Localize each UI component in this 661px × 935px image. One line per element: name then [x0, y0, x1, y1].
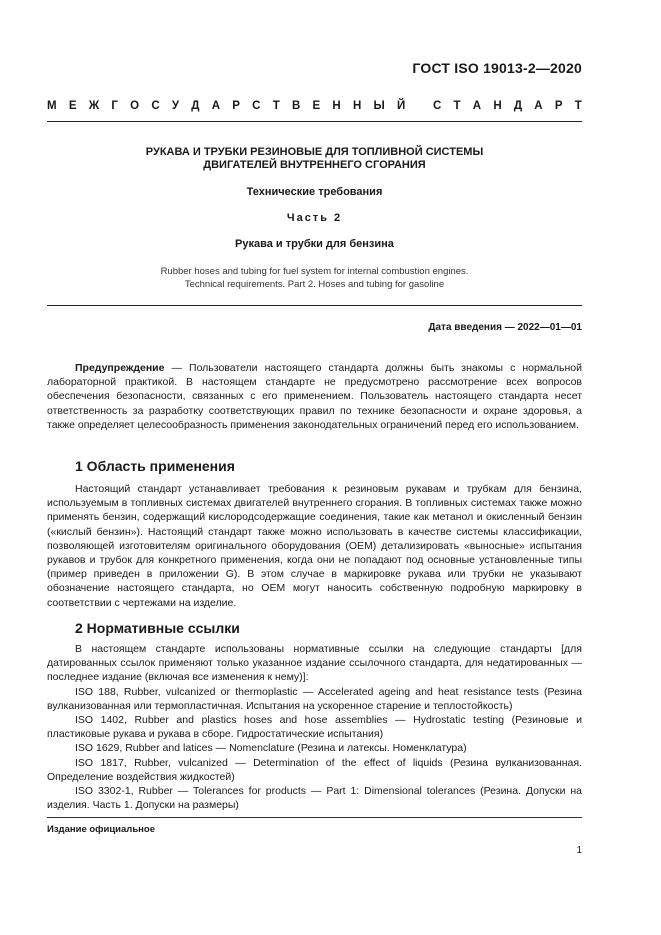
interstate-standard-heading	[47, 100, 582, 112]
interstate-letter: С	[432, 100, 442, 112]
part-number: Часть 2	[286, 212, 343, 224]
reference-item: ISO 3302-1, Rubber — Tolerances for products — Part 1: Dimensional tolerances (Резина. Допуски на изделия. Часть 1. Допуски на размеры)	[47, 785, 582, 812]
official-edition-label: Издание официальное	[47, 824, 155, 835]
interstate-letter: Т	[272, 100, 280, 112]
interstate-letter: Н	[332, 100, 341, 112]
interstate-letter: Т	[453, 100, 461, 112]
interstate-letter: А	[472, 100, 482, 112]
reference-item: ISO 188, Rubber, vulcanized or thermoplastic — Accelerated ageing and heat resistance tests (Резина вулканизованная или термопластичная. Испытания на ускоренное старение и теплостойкость)	[47, 685, 582, 712]
interstate-letter: Г	[111, 100, 118, 112]
interstate-letter: Д	[191, 100, 200, 112]
interstate-letter: Т	[574, 100, 582, 112]
section-2-heading: 2 Нормативные ссылки	[75, 620, 240, 636]
interstate-letter: Е	[68, 100, 77, 112]
reference-item: ISO 1402, Rubber and plastics hoses and hose assemblies — Hydrostatic testing (Резиновые и пластиковые рукава и рукава в сборе. Гидростатические испытания)	[47, 714, 582, 741]
interstate-letter: Н	[352, 100, 362, 112]
part-title: Рукава и трубки для бензина	[235, 238, 394, 250]
section-1-text: Настоящий стандарт устанавливает требования к резиновым рукавам и трубкам для бензина, используемым в топливных системах двигателей внутреннего сгорания. В топливных системах также можно применять бензин, содержащий кислородсодержащие соединения, такие как метанол и окисленный бензин («кислый бензин»). Настоящий стандарт также можно использовать в качестве системы классификации, позволяющей изготовителям оригинального оборудования (OEM) детализировать «выносные» испытания рукавов и трубок для конкретного применения, когда они не попадают под основные установленные типы (пример приведен в приложении G). В этом случае в маркировке рукава или трубки не указывают обозначение настоящего стандарта, но OEM могут наносить собственную подробную маркировку в соответствии с чертежами на изделие.	[47, 483, 582, 609]
interstate-letter: Ы	[373, 100, 385, 112]
interstate-letter: С	[252, 100, 261, 112]
title-line-2: ДВИГАТЕЛЕЙ ВНУТРЕННЕГО СГОРАНИЯ	[203, 159, 426, 171]
reference-item: ISO 1629, Rubber and latices — Nomenclature (Резина и латексы. Номенклатура)	[75, 742, 467, 755]
interstate-letter: Р	[232, 100, 240, 112]
interstate-letter: Й	[397, 100, 406, 112]
section-1-body	[47, 482, 582, 610]
warning-paragraph	[47, 361, 582, 432]
interstate-letter: О	[130, 100, 140, 112]
interstate-letter: Ж	[88, 100, 100, 112]
section-1-heading: 1 Область применения	[75, 458, 235, 474]
english-title	[47, 265, 582, 291]
interstate-letter: С	[151, 100, 160, 112]
interstate-letter: А	[534, 100, 543, 112]
document-subtitle: Технические требования	[246, 186, 383, 198]
footer-divider	[47, 817, 582, 818]
interstate-letter: М	[47, 100, 57, 112]
page-number: 1	[576, 845, 582, 856]
section-2-intro: В настоящем стандарте использованы нормативные ссылки на следующие стандарты [для датированных ссылок применяют только указанное издание ссылочного стандарта, для недатированных — последнее издание (включая все изменения к нему)]:	[47, 643, 582, 684]
english-title-line-2: Technical requirements. Part 2. Hoses and tubing for gasoline	[184, 279, 445, 290]
interstate-letter: Е	[312, 100, 321, 112]
interstate-letter: А	[211, 100, 221, 112]
interstate-letter: У	[171, 100, 180, 112]
title-line-1: РУКАВА И ТРУБКИ РЕЗИНОВЫЕ ДЛЯ ТОПЛИВНОЙ СИСТЕМЫ	[145, 146, 484, 158]
document-code: ГОСТ ISO 19013-2—2020	[412, 60, 582, 76]
introduction-date: Дата введения — 2022—01—01	[428, 322, 582, 333]
document-title	[47, 146, 582, 172]
interstate-letter	[418, 100, 421, 112]
interstate-letter: В	[291, 100, 301, 112]
warning-label: Предупреждение	[75, 362, 165, 374]
interstate-letter: Н	[493, 100, 502, 112]
section-2-body	[47, 642, 582, 812]
interstate-letter: Р	[554, 100, 563, 112]
reference-item: ISO 1817, Rubber, vulcanized — Determination of the effect of liquids (Резина вулканизованная. Определение воздействия жидкостей)	[47, 756, 582, 783]
warning-text: — Пользователи настоящего стандарта должны быть знакомы с нормальной лабораторной практикой. В настоящем стандарте не предусмотрено рассмотрение всех вопросов обеспечения безопасности, связанных с его применением. Пользователь настоящего стандарта несет ответственность за разработку соответствующих правил по технике безопасности и охране здоровья, а также определяет целесообразность применения законодательных ограничений перед его использованием.	[47, 362, 582, 431]
english-title-line-1: Rubber hoses and tubing for fuel system for internal combustion engines.	[160, 266, 469, 277]
title-divider	[47, 305, 582, 306]
interstate-letter: Д	[513, 100, 523, 112]
top-divider	[47, 121, 582, 122]
